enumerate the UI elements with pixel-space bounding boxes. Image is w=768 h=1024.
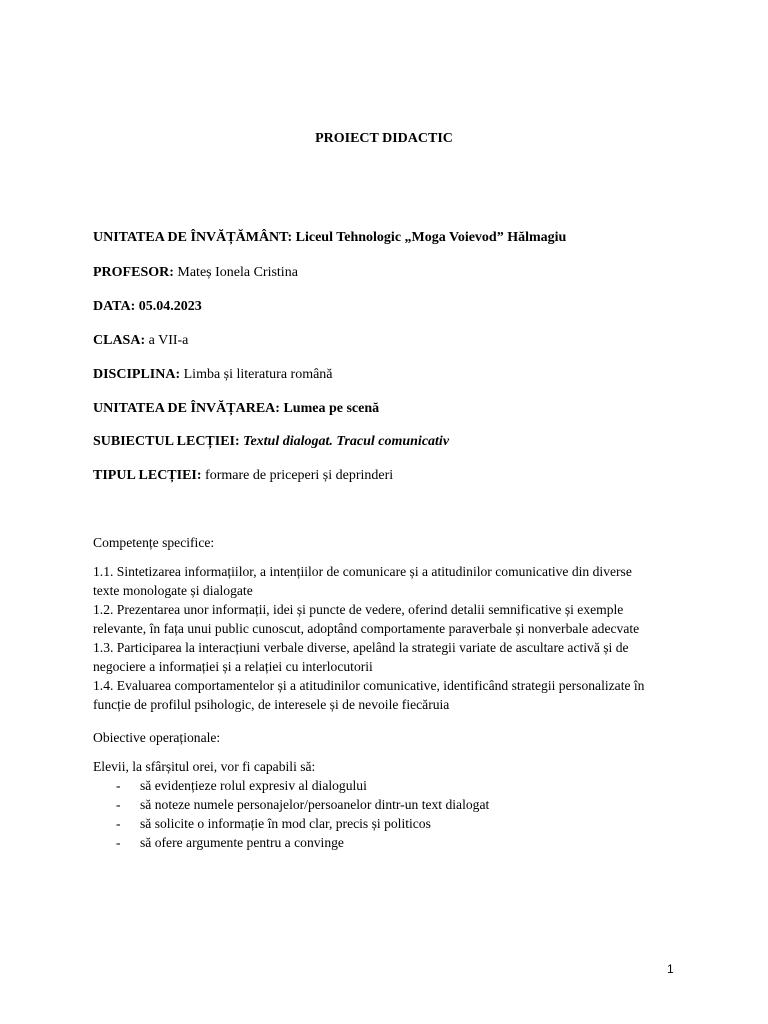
page-number: 1 [667, 962, 674, 976]
field-label: UNITATEA DE ÎNVĂȚĂMÂNT: [93, 230, 293, 245]
competenta-3-line-2 [93, 657, 731, 676]
field-label: SUBIECTUL LECȚIEI: [93, 434, 240, 449]
word: și [190, 583, 200, 598]
list-item [93, 833, 731, 852]
field-label: CLASA: [93, 333, 146, 348]
field-unitatea-invatare [93, 401, 379, 417]
field-unitatea-invatamant [93, 230, 566, 246]
obiective-list-container [93, 776, 731, 852]
field-value: Lumea pe scenă [283, 401, 380, 416]
list-item-text: să noteze numele personajelor/persoanelor dintr-un text dialogat [140, 797, 490, 812]
field-clasa [93, 333, 188, 349]
field-value: formare de priceperi și deprinderi [205, 468, 394, 483]
list-item-text: să ofere argumente pentru a convinge [140, 835, 344, 850]
document-title: PROIECT DIDACTIC [315, 131, 453, 146]
word: monologate [122, 583, 188, 598]
obiective-list [93, 776, 731, 852]
list-item [93, 776, 731, 795]
bullet-dash: - [116, 797, 121, 812]
bullet-dash: - [116, 835, 121, 850]
field-value: a VII-a [148, 333, 189, 348]
bullet-dash: - [116, 816, 121, 831]
field-value: Textul dialogat. Tracul comunicativ [243, 434, 450, 449]
competenta-1-line-2 [93, 581, 731, 600]
field-disciplina [93, 367, 333, 383]
field-label: DATA: [93, 299, 136, 314]
field-label: UNITATEA DE ÎNVĂȚAREA: [93, 401, 280, 416]
field-value: Mateș Ionela Cristina [177, 265, 298, 280]
word: dialogate [202, 583, 253, 598]
field-value: 05.04.2023 [138, 299, 202, 314]
word: negociere [93, 659, 146, 674]
competente-list [93, 562, 731, 714]
competente-heading: Competențe specifice: [93, 535, 215, 550]
field-data [93, 299, 202, 315]
field-tipul-lectiei [93, 468, 393, 484]
competenta-2-line-1: 1.2. Prezentarea unor informații, idei și puncte de vedere, oferind detalii semnificative și exemple [93, 602, 624, 617]
list-item-text: să evidențieze rolul expresiv al dialogului [140, 778, 367, 793]
word: interlocutorii [301, 659, 373, 674]
field-value: Liceul Tehnologic „Moga Voievod” Hălmagiu [295, 230, 567, 245]
competenta-4-line-2: funcție de profilul psihologic, de interesele și de nevoile fiecăruia [93, 697, 450, 712]
field-subiectul-lectiei [93, 434, 449, 450]
list-item [93, 814, 731, 833]
obiective-intro: Elevii, la sfârșitul orei, vor fi capabili să: [93, 759, 316, 774]
competenta-1-line-1 [93, 562, 731, 581]
word: texte [93, 583, 120, 598]
bullet-dash: - [116, 778, 121, 793]
field-value: Limba și literatura română [183, 367, 333, 382]
field-label: TIPUL LECȚIEI: [93, 468, 202, 483]
field-label: PROFESOR: [93, 265, 174, 280]
list-item-text: să solicite o informație în mod clar, precis și politicos [140, 816, 431, 831]
text-line: 1.1. Sintetizarea informațiilor, a intențiilor de comunicare și a atitudinilor comunicative din diverse [93, 564, 632, 579]
word: cu [285, 659, 299, 674]
field-profesor [93, 265, 298, 281]
competenta-3-line-1: 1.3. Participarea la interacțiuni verbale diverse, apelând la strategii variate de ascultare activă și de [93, 640, 629, 655]
list-item [93, 795, 731, 814]
field-label: DISCIPLINA: [93, 367, 181, 382]
word: informației [158, 659, 220, 674]
competenta-4-line-1: 1.4. Evaluarea comportamentelor și a atitudinilor comunicative, identificând strategii personalizate în [93, 678, 645, 693]
word: și [222, 659, 232, 674]
competenta-2-line-2: relevante, în fața unui public cunoscut, adoptând comportamente paraverbale și nonverbale adecvate [93, 621, 640, 636]
word: a [235, 659, 242, 674]
word: a [149, 659, 156, 674]
obiective-heading: Obiective operaționale: [93, 730, 221, 745]
word: relației [244, 659, 283, 674]
